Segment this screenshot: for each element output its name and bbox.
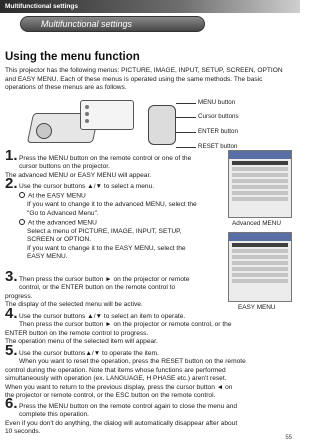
option-title: At the EASY MENU	[5, 192, 223, 201]
menu-image-row	[232, 191, 288, 195]
running-header: Multifunctional settings	[0, 0, 300, 13]
step-text: progress.	[5, 292, 33, 300]
step-text: The display of the selected menu will be active.	[5, 301, 143, 309]
reset-button-label: RESET button	[198, 143, 238, 150]
menu-image-row	[232, 279, 288, 283]
step-text: Then press the cursor button ► on the projector or remote control, or the	[19, 321, 232, 329]
step-number: 3.	[5, 268, 18, 285]
projector-lens	[36, 123, 52, 139]
easy-menu-image	[228, 232, 292, 302]
led-indicator	[85, 119, 89, 123]
step-number: 1.	[5, 147, 18, 164]
step-number: 4.	[5, 305, 18, 322]
remote-control	[148, 105, 176, 145]
bullet-circle-icon	[19, 192, 25, 198]
step-text: simultaneously with operation (ex. LANGUAGE, H PHASE etc.) aren't reset.	[5, 375, 227, 383]
step-number: 6.	[5, 395, 18, 412]
step-text: The operation menu of the selected item will appear.	[5, 338, 158, 346]
projector-remote-illustration	[30, 95, 239, 157]
leader-line	[176, 147, 196, 148]
leader-line	[176, 132, 196, 133]
menu-image-row	[232, 261, 288, 265]
step-text: When you want to return to the previous display, press the cursor button ◄ on	[5, 383, 233, 391]
step-text: Press the MENU button on the remote control or one of the	[19, 155, 192, 162]
step-text: control, or the ENTER button on the remote control to	[19, 284, 176, 292]
menu-image-row	[232, 161, 288, 165]
menu-image-row	[232, 197, 288, 201]
step-text: When you want to reset the operation, press the RESET button on the remote	[19, 358, 246, 366]
menu-image-row	[232, 255, 288, 259]
advanced-menu-caption: Advanced MENU	[232, 220, 282, 227]
led-indicator	[85, 105, 89, 109]
easy-menu-caption: EASY MENU	[238, 304, 276, 311]
leader-line	[176, 103, 196, 104]
section-title-tab: Multifunctional settings	[20, 16, 205, 32]
menu-image-row	[232, 185, 288, 189]
menu-image-row	[232, 173, 288, 177]
menu-image-row	[232, 267, 288, 271]
page-number: 55	[285, 435, 292, 441]
step-3	[5, 268, 223, 310]
menu-image-row	[232, 179, 288, 183]
step-text: Press the MENU button on the remote control again to close the menu and	[19, 403, 238, 410]
leader-line	[176, 117, 196, 118]
option-text: SCREEN or OPTION.	[27, 236, 92, 244]
option-text: EASY MENU.	[27, 253, 68, 261]
option-text: Select a menu of PICTURE, IMAGE, INPUT, SETUP,	[27, 228, 182, 236]
menu-image-titlebar	[229, 233, 291, 241]
step-number: 5.	[5, 342, 18, 359]
step-text: Use the cursor buttons ▲/▼ to select a menu.	[19, 183, 155, 190]
menu-image-row	[232, 249, 288, 253]
step-text: ENTER button on the remote control to progress.	[5, 329, 149, 337]
option-text: If you want to change it to the advanced MENU, select the	[27, 201, 197, 209]
step-text: 10 seconds.	[5, 428, 41, 436]
step-number: 2.	[5, 175, 18, 192]
menu-button-label: MENU button	[198, 99, 236, 106]
intro-paragraph: This projector has the following menus: PICTURE, IMAGE, INPUT, SETUP, SCREEN, OPTION and EASY MENU. Each of these menus is operated using the same methods. The basic operations of these menus are as follows.	[5, 67, 283, 92]
menu-image-row	[232, 273, 288, 277]
option-text: If you want to change it to the EASY MENU, select the	[27, 244, 186, 252]
bullet-circle-icon	[19, 219, 25, 225]
step-text: Then press the cursor button ► on the projector or remote	[19, 276, 190, 283]
menu-image-titlebar	[229, 151, 291, 159]
step-text: complete this operation.	[19, 411, 90, 419]
step-text: Use the cursor buttons ▲/▼ to select an item to operate.	[19, 313, 186, 320]
step-1	[5, 147, 223, 180]
projector-control-panel	[80, 100, 134, 130]
cursor-buttons-label: Cursor buttons	[198, 113, 239, 120]
step-text: The advanced MENU or EASY MENU will appear.	[5, 171, 152, 179]
advanced-menu-image	[228, 150, 292, 218]
option-title: At the advanced MENU	[5, 219, 223, 228]
enter-button-label: ENTER button	[198, 128, 238, 135]
step-text: control during the operation. Note that items whose functions are performed	[5, 366, 226, 374]
step-text: cursor buttons on the projector.	[19, 163, 110, 171]
page-heading: Using the menu function	[5, 51, 140, 63]
led-indicator	[85, 112, 89, 116]
step-text: Even if you don't do anything, the dialog will automatically disappear after about	[5, 419, 238, 427]
option-text: "Go to Advanced Menu".	[27, 209, 99, 217]
step-text: the projector or remote control, or the ESC button on the remote control.	[5, 392, 216, 400]
menu-image-row	[232, 167, 288, 171]
step-text: Use the cursor buttons▲/▼ to operate the item.	[19, 350, 159, 357]
menu-image-row	[232, 243, 288, 247]
